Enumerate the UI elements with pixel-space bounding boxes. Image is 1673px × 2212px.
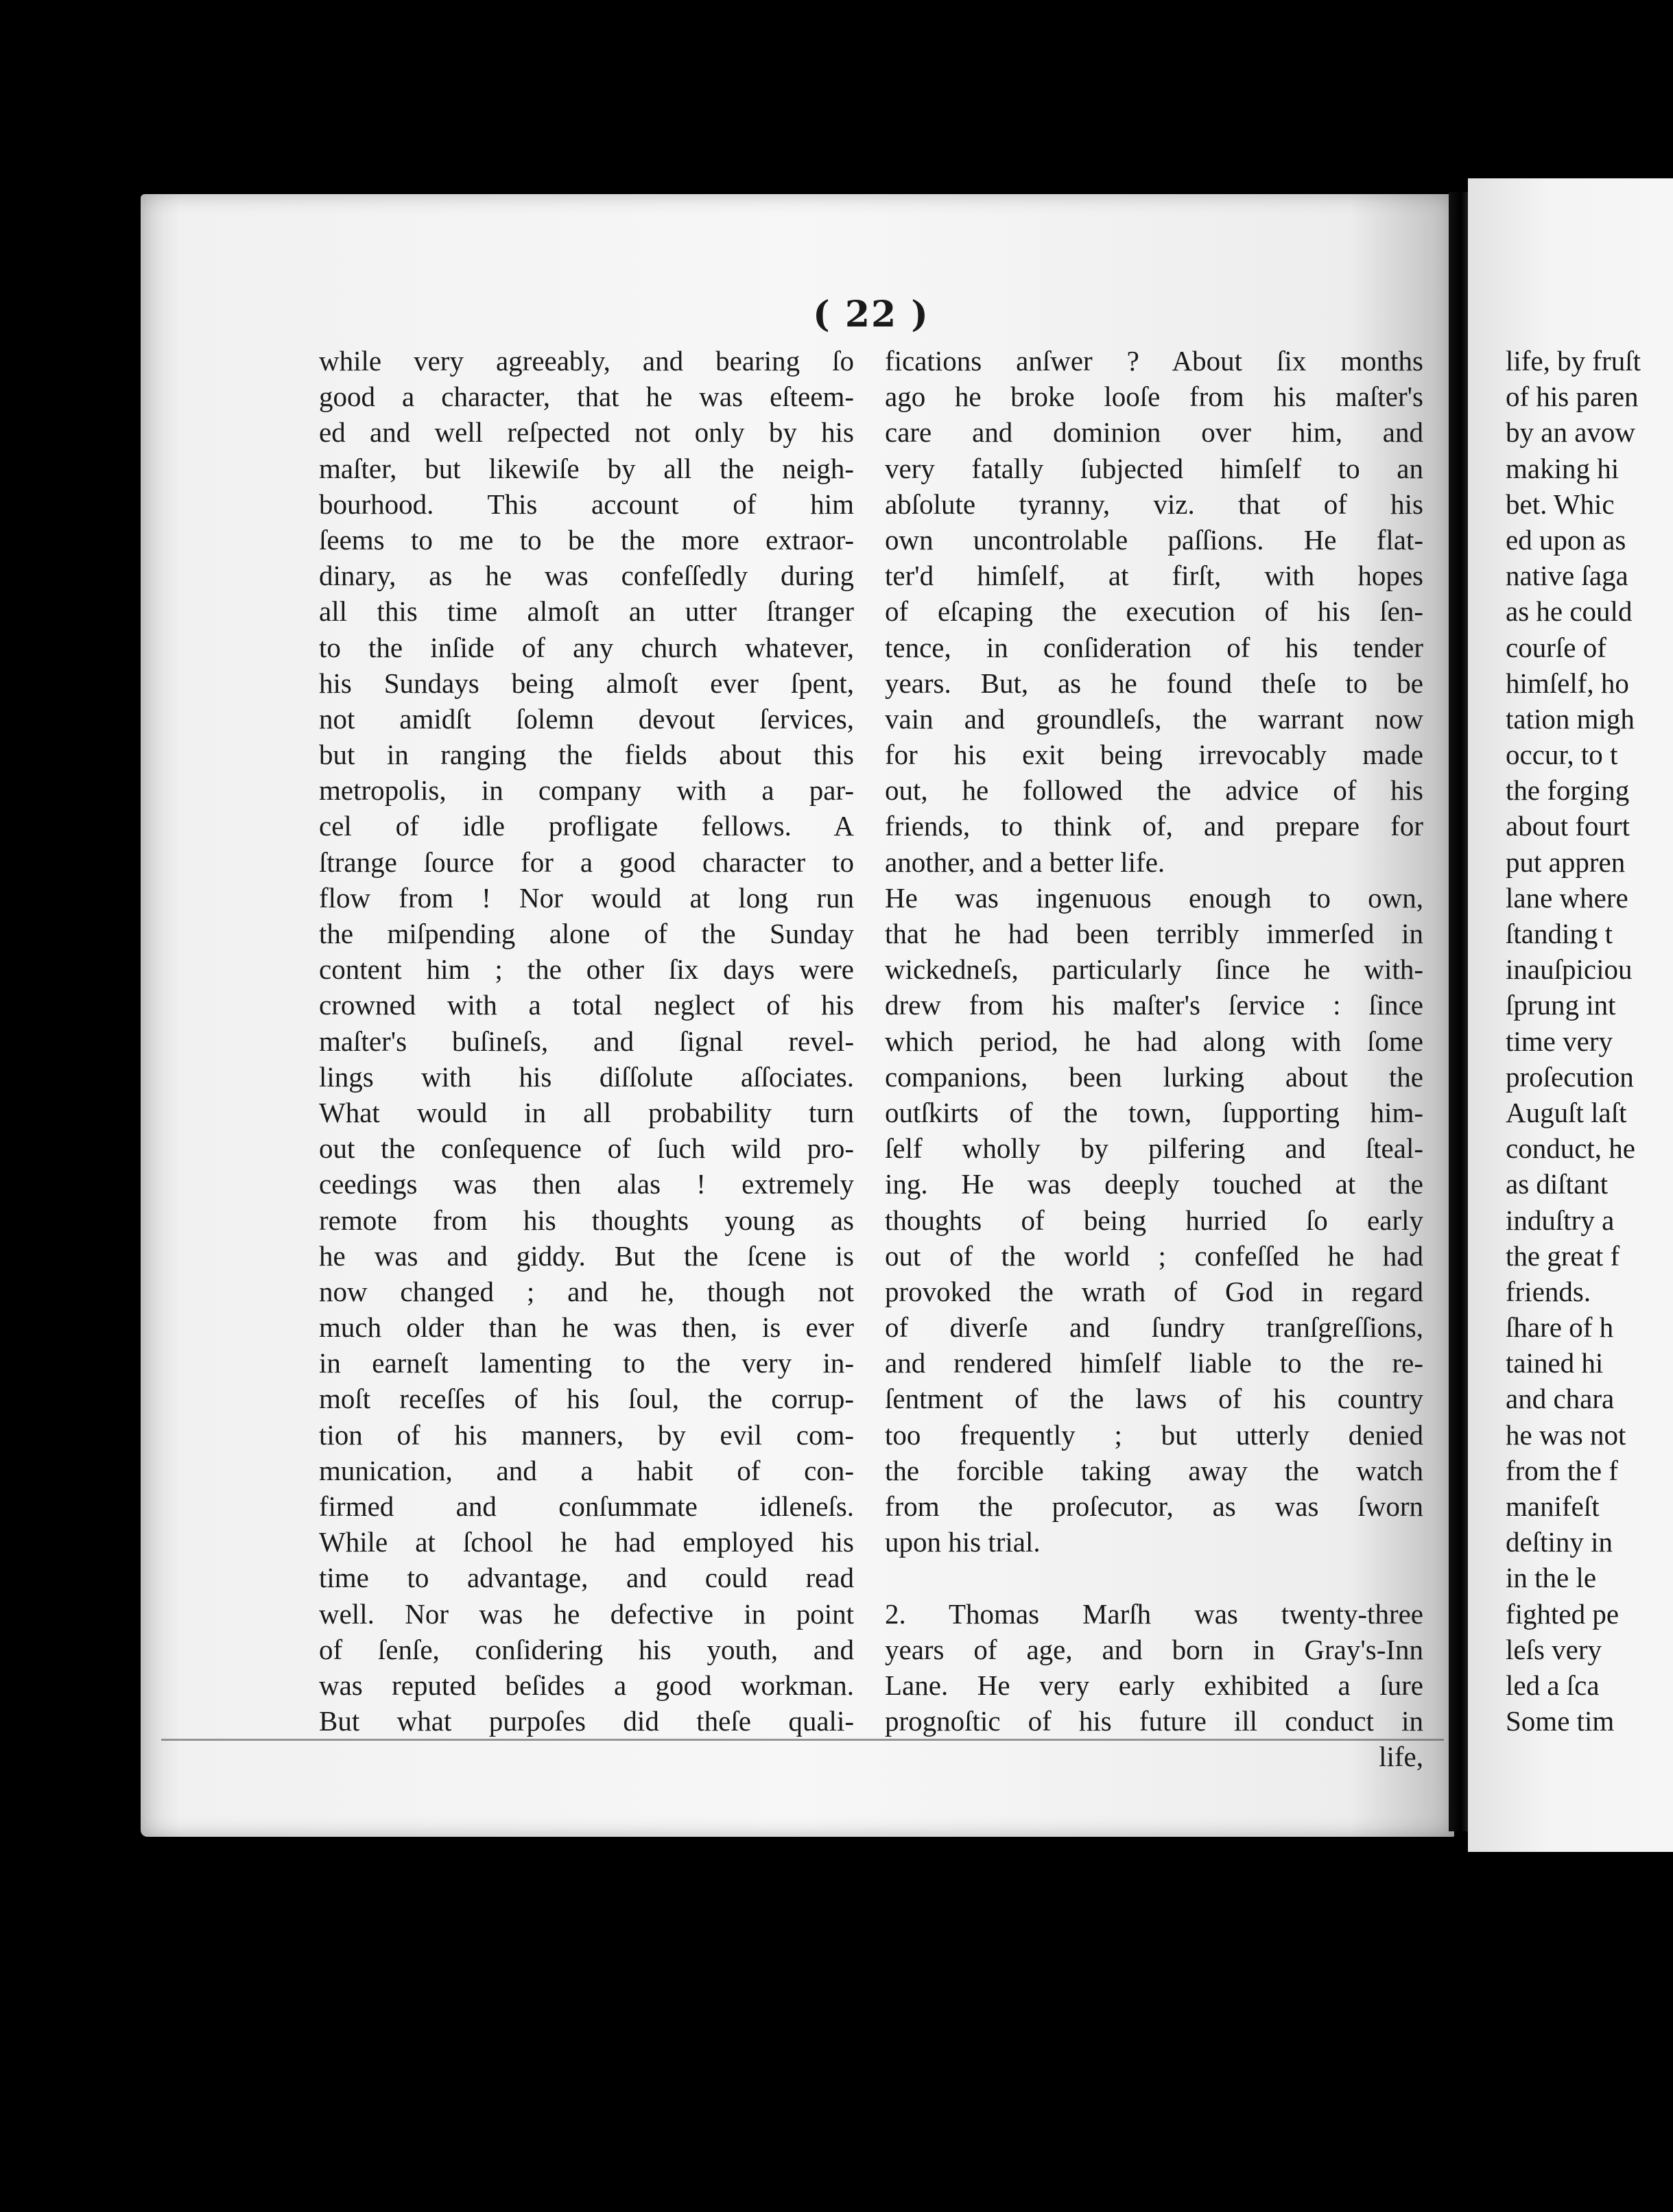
text-line: 2. Thomas Marſh was twenty-three xyxy=(885,1597,1423,1630)
text-line: ſeems to me to be the more extraor- xyxy=(319,523,854,556)
text-line: and rendered himſelf liable to the re- xyxy=(885,1347,1423,1379)
text-line: own uncontrolable paſſions. He flat- xyxy=(885,523,1423,556)
text-line: he was and giddy. But the ſcene is xyxy=(319,1239,854,1272)
text-line: while very agreeably, and bearing ſo xyxy=(319,345,854,377)
text-line: good a character, that he was eſteem- xyxy=(319,381,854,413)
text-line: that he had been terribly immerſed in xyxy=(885,918,1423,949)
text-line: ago he broke looſe from his maſter's xyxy=(885,381,1423,413)
text-line: bet. Whic xyxy=(1506,488,1615,520)
text-line: put appren xyxy=(1506,846,1626,878)
text-line: Lane. He very early exhibited a ſure xyxy=(885,1669,1423,1701)
text-line: manifeſt xyxy=(1506,1490,1600,1522)
text-line: much older than he was then, is ever xyxy=(319,1311,854,1344)
text-column-left xyxy=(319,343,854,1739)
text-line: time to advantage, and could read xyxy=(319,1562,854,1594)
text-line: from the proſecutor, as was ſworn xyxy=(885,1490,1423,1522)
text-line: by an avow xyxy=(1506,416,1636,449)
text-line: years of age, and born in Gray's-Inn xyxy=(885,1633,1423,1665)
text-line: crowned with a total neglect of his xyxy=(319,989,854,1021)
text-line: ſelf wholly by pilfering and ſteal- xyxy=(885,1132,1423,1165)
text-line: he was not xyxy=(1506,1418,1626,1451)
text-line: led a ſca xyxy=(1506,1669,1600,1701)
text-line: outſkirts of the town, ſupporting him- xyxy=(885,1096,1423,1128)
text-line: firmed and conſummate idleneſs. xyxy=(319,1490,854,1522)
text-line: While at ſchool he had employed his xyxy=(319,1526,854,1558)
paragraph-gap xyxy=(885,1560,1423,1595)
text-line: ing. He was deeply touched at the xyxy=(885,1168,1423,1200)
catchword: life, xyxy=(1379,1741,1423,1773)
text-line: ſprung int xyxy=(1506,989,1616,1021)
text-line: about fourt xyxy=(1506,810,1630,842)
text-line: tation migh xyxy=(1506,702,1635,735)
page-number: ( 22 ) xyxy=(813,294,929,335)
text-line: ter'd himſelf, at firſt, with hopes xyxy=(885,560,1423,592)
text-line: another, and a better life. xyxy=(885,846,1165,878)
text-line: wickedneſs, particularly ſince he with- xyxy=(885,953,1423,986)
text-line: which period, he had along with ſome xyxy=(885,1025,1423,1057)
text-line: remote from his thoughts young as xyxy=(319,1204,854,1236)
text-line: drew from his maſter's ſervice : ſince xyxy=(885,989,1423,1021)
text-line: very fatally ſubjected himſelf to an xyxy=(885,452,1423,484)
text-line: provoked the wrath of God in regard xyxy=(885,1275,1423,1307)
text-line: vain and groundleſs, the warrant now xyxy=(885,702,1423,735)
text-line: dinary, as he was confeſſedly during xyxy=(319,560,854,592)
text-line: moſt receſſes of his ſoul, the corrup- xyxy=(319,1383,854,1415)
text-line: all this time almoſt an utter ſtranger xyxy=(319,595,854,628)
text-line: Some tim xyxy=(1506,1705,1615,1737)
text-line: induſtry a xyxy=(1506,1204,1615,1236)
text-line: deſtiny in xyxy=(1506,1526,1613,1558)
text-line: years. But, as he found theſe to be xyxy=(885,667,1423,699)
text-line: flow from ! Nor would at long run xyxy=(319,881,854,914)
text-line: now changed ; and he, though not xyxy=(319,1275,854,1307)
text-line: of his paren xyxy=(1506,381,1639,413)
text-line: out the conſequence of ſuch wild pro- xyxy=(319,1132,854,1165)
text-line: metropolis, in company with a par- xyxy=(319,774,854,807)
text-line: ſtanding t xyxy=(1506,918,1613,949)
text-line: was reputed beſides a good workman. xyxy=(319,1669,854,1701)
text-line: ceedings was then alas ! extremely xyxy=(319,1168,854,1200)
text-line: out of the world ; confeſſed he had xyxy=(885,1239,1423,1272)
text-line: of diverſe and ſundry tranſgreſſions, xyxy=(885,1311,1423,1344)
text-line: bourhood. This account of him xyxy=(319,488,854,520)
text-line: in earneſt lamenting to the very in- xyxy=(319,1347,854,1379)
text-line: cel of idle profligate fellows. A xyxy=(319,810,854,842)
text-line: not amidſt ſolemn devout ſervices, xyxy=(319,702,854,735)
text-line: inauſpiciou xyxy=(1506,953,1633,986)
text-line: prognoſtic of his future ill conduct in xyxy=(885,1705,1423,1737)
text-line: out, he followed the advice of his xyxy=(885,774,1423,807)
text-line: tained hi xyxy=(1506,1347,1604,1379)
text-line: proſecution xyxy=(1506,1060,1634,1093)
text-line: but in ranging the fields about this xyxy=(319,739,854,771)
book-gutter xyxy=(1449,192,1469,1831)
text-line: He was ingenuous enough to own, xyxy=(885,881,1423,914)
text-line: What would in all probability turn xyxy=(319,1096,854,1128)
text-line: native ſaga xyxy=(1506,560,1628,592)
text-line: ſhare of h xyxy=(1506,1311,1614,1344)
text-line: of ſenſe, conſidering his youth, and xyxy=(319,1633,854,1665)
text-line: tence, in conſideration of his tender xyxy=(885,631,1423,663)
text-line: But what purpoſes did theſe quali- xyxy=(319,1705,854,1737)
text-line: Auguſt laſt xyxy=(1506,1096,1627,1128)
text-line: leſs very xyxy=(1506,1633,1602,1665)
text-line: companions, been lurking about the xyxy=(885,1060,1423,1093)
text-line: time very xyxy=(1506,1025,1613,1057)
text-line: maſter, but likewiſe by all the neigh- xyxy=(319,452,854,484)
text-line: occur, to t xyxy=(1506,739,1618,771)
text-line: the forcible taking away the watch xyxy=(885,1454,1423,1486)
text-line: abſolute tyranny, viz. that of his xyxy=(885,488,1423,520)
text-line: life, by fruſt xyxy=(1506,345,1641,377)
text-line: fications anſwer ? About ſix months xyxy=(885,345,1423,377)
text-column-right xyxy=(885,343,1423,1775)
text-line: as he could xyxy=(1506,595,1633,628)
text-line: the forging xyxy=(1506,774,1630,807)
text-line: maſter's buſineſs, and ſignal revel- xyxy=(319,1025,854,1057)
text-line: the great f xyxy=(1506,1239,1620,1272)
text-line: of eſcaping the execution of his ſen- xyxy=(885,595,1423,628)
text-line: friends. xyxy=(1506,1275,1591,1307)
text-line: ed upon as xyxy=(1506,523,1626,556)
text-line: content him ; the other ſix days were xyxy=(319,953,854,986)
text-line: munication, and a habit of con- xyxy=(319,1454,854,1486)
text-line: conduct, he xyxy=(1506,1132,1635,1165)
text-line: as diſtant xyxy=(1506,1168,1609,1200)
text-line: tion of his manners, by evil com- xyxy=(319,1418,854,1451)
facing-page-text-fragments xyxy=(1506,343,1673,1739)
text-line: the miſpending alone of the Sunday xyxy=(319,918,854,949)
text-line: for his exit being irrevocably made xyxy=(885,739,1423,771)
text-line: well. Nor was he defective in point xyxy=(319,1597,854,1630)
text-line: care and dominion over him, and xyxy=(885,416,1423,449)
text-line: ed and well reſpected not only by his xyxy=(319,416,854,449)
text-line: from the f xyxy=(1506,1454,1618,1486)
text-line: ſtrange ſource for a good character to xyxy=(319,846,854,878)
text-line: and chara xyxy=(1506,1383,1615,1415)
text-line: fighted pe xyxy=(1506,1597,1619,1630)
text-line: ſentment of the laws of his country xyxy=(885,1383,1423,1415)
text-line: lings with his diſſolute aſſociates. xyxy=(319,1060,854,1093)
text-line: friends, to think of, and prepare for xyxy=(885,810,1423,842)
text-line: his Sundays being almoſt ever ſpent, xyxy=(319,667,854,699)
text-line: upon his trial. xyxy=(885,1526,1041,1558)
text-line: making hi xyxy=(1506,452,1619,484)
text-line: to the inſide of any church whatever, xyxy=(319,631,854,663)
text-line: lane where xyxy=(1506,881,1628,914)
text-line: thoughts of being hurried ſo early xyxy=(885,1204,1423,1236)
text-line: courſe of xyxy=(1506,631,1606,663)
text-line: himſelf, ho xyxy=(1506,667,1629,699)
text-line: in the le xyxy=(1506,1562,1597,1594)
text-line: too frequently ; but utterly denied xyxy=(885,1418,1423,1451)
